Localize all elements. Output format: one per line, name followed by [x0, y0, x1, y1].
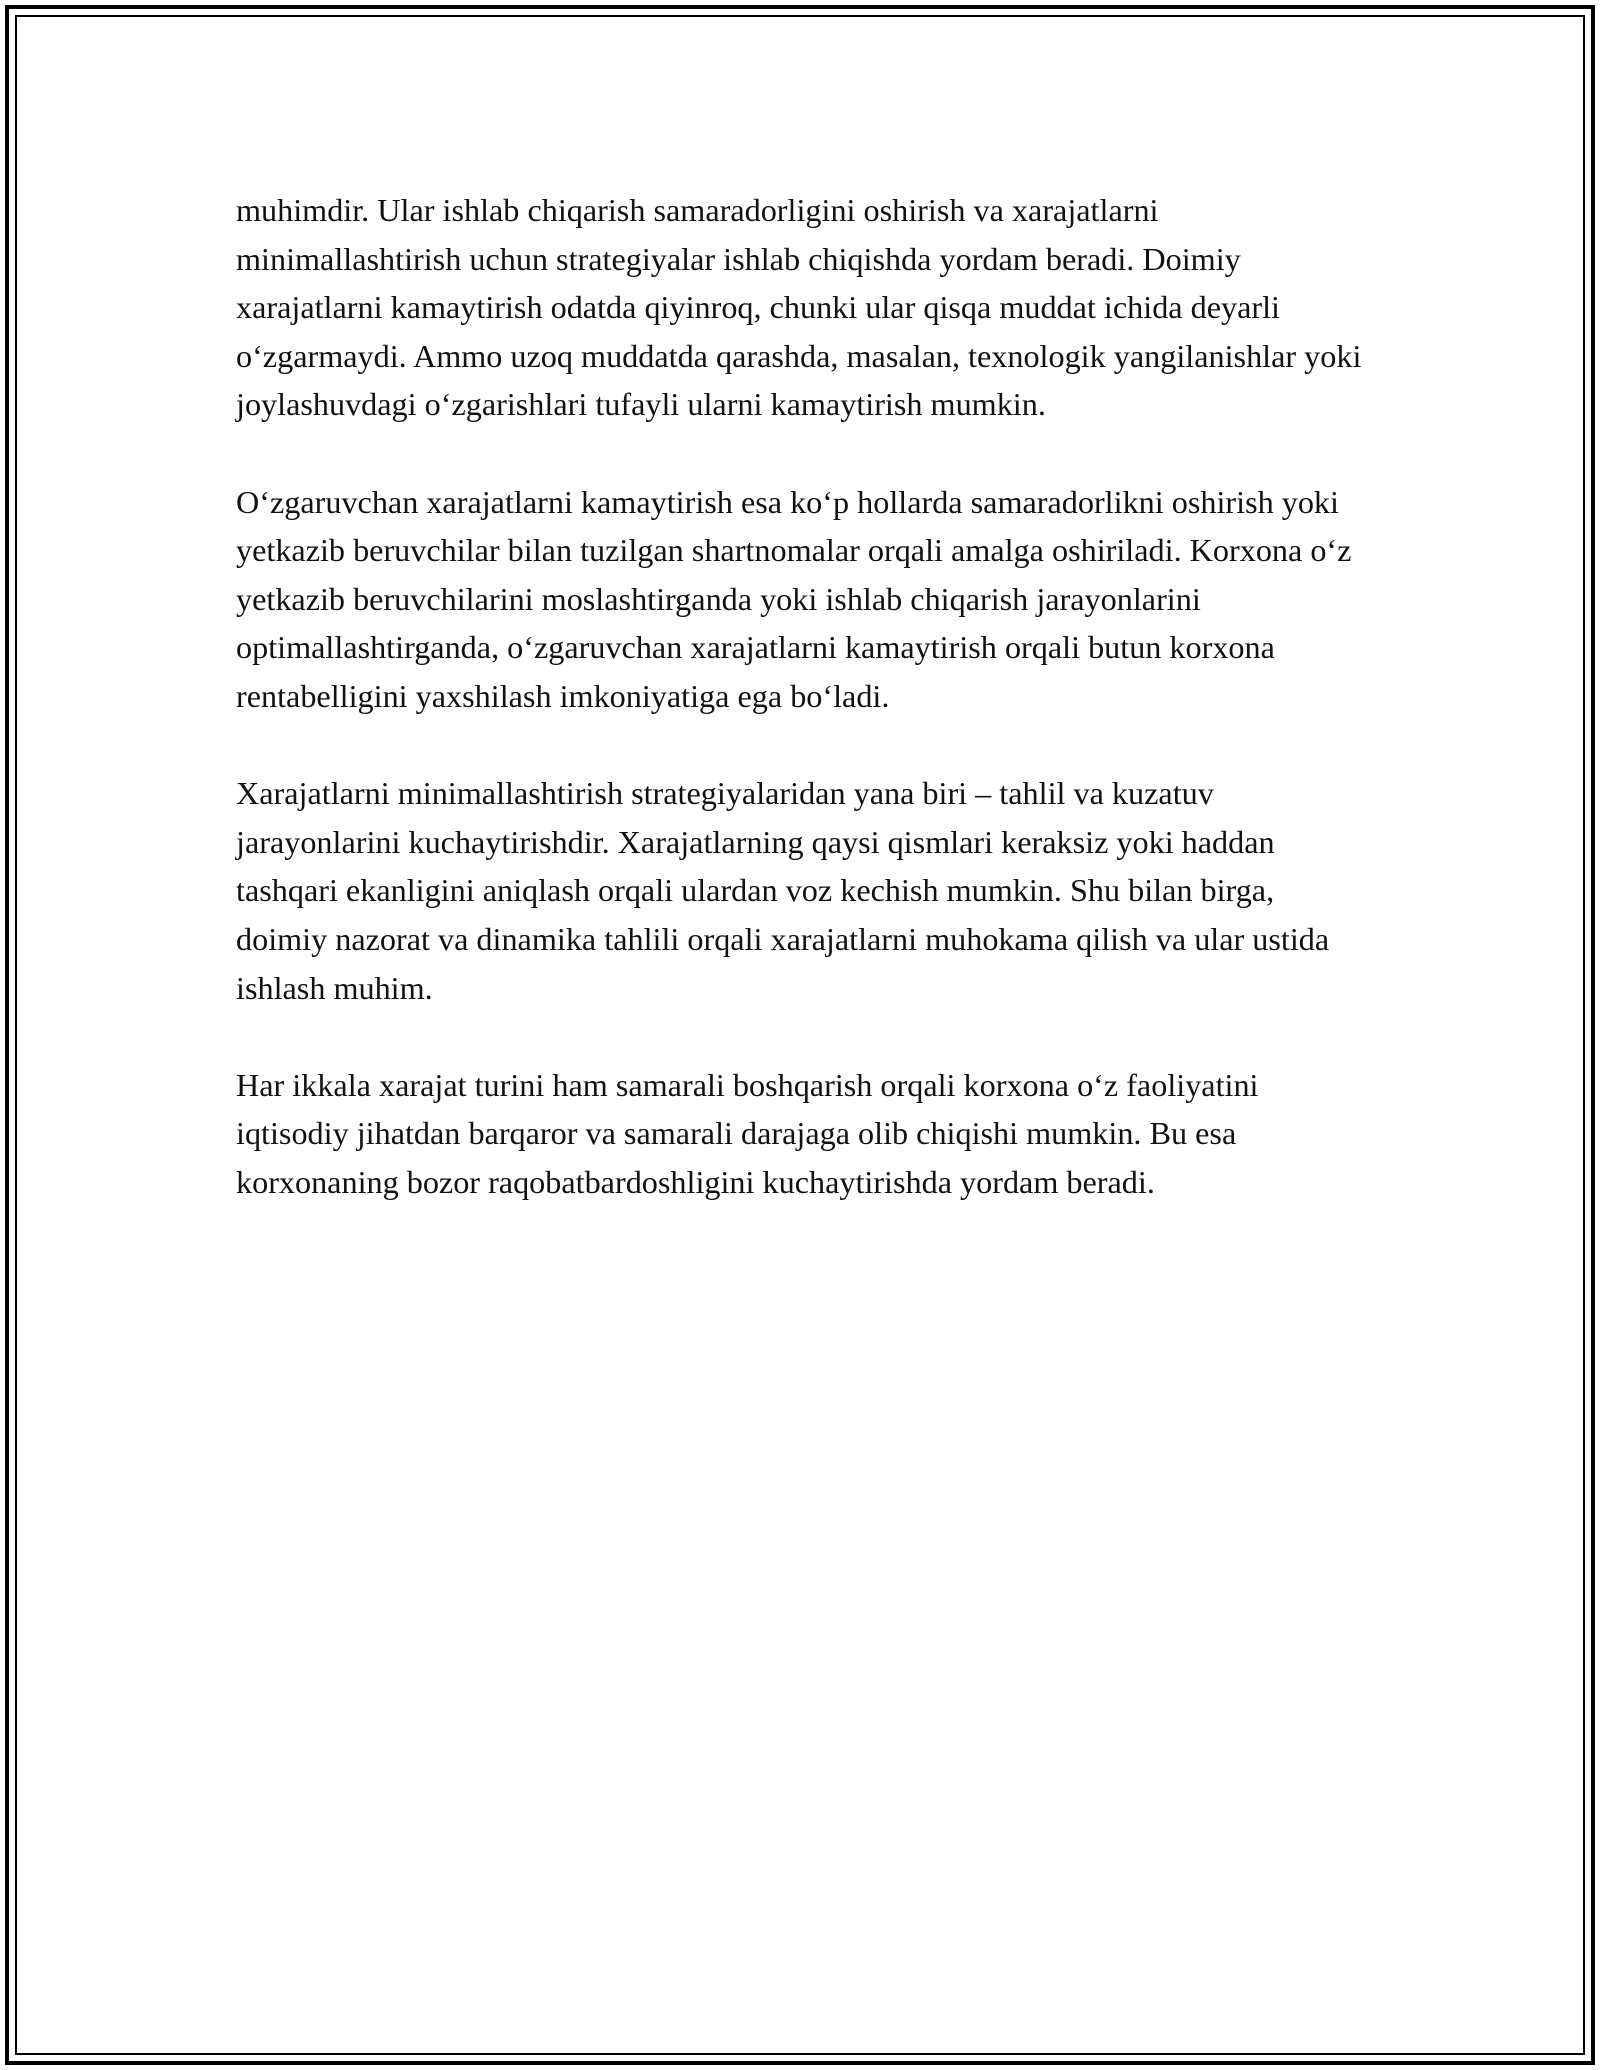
paragraph: muhimdir. Ular ishlab chiqarish samaradorligini oshirish va xarajatlarni minimallashtirish uchun strategiyalar ishlab chiqishda yordam beradi. Doimiy xarajatlarni kamaytirish odatda qiyinroq, chunki ular qisqa muddat ichida deyarli o‘zgarmaydi. Ammo uzoq muddatda qarashda, masalan, texnologik yangilanishlar yoki joylashuvdagi o‘zgarishlari tufayli ularni kamaytirish mumkin. [236, 192, 1362, 423]
paragraph: Har ikkala xarajat turini ham samarali boshqarish orqali korxona o‘z faoliyatini iqtisodiy jihatdan barqaror va samarali darajaga olib chiqishi mumkin. Bu esa korxonaning bozor raqobatbardoshligini kuchaytirishda yordam beradi. [236, 1066, 1259, 1200]
document-body [236, 186, 1366, 1255]
paragraph: O‘zgaruvchan xarajatlarni kamaytirish esa ko‘p hollarda samaradorlikni oshirish yoki yetkazib beruvchilar bilan tuzilgan shartnomalar orqali amalga oshiriladi. Korxona o‘z yetkazib beruvchilarini moslashtirganda yoki ishlab chiqarish jarayonlarini optimallashtirganda, o‘zgaruvchan xarajatlarni kamaytirish orqali butun korxona rentabelligini yaxshilash imkoniyatiga ega bo‘ladi. [236, 483, 1352, 714]
paragraph: Xarajatlarni minimallashtirish strategiyalaridan yana biri – tahlil va kuzatuv jarayonlarini kuchaytirishdir. Xarajatlarning qaysi qismlari keraksiz yoki haddan tashqari ekanligini aniqlash orqali ulardan voz kechish mumkin. Shu bilan birga, doimiy nazorat va dinamika tahlili orqali xarajatlarni muhokama qilish va ular ustida ishlash muhim. [236, 775, 1330, 1006]
